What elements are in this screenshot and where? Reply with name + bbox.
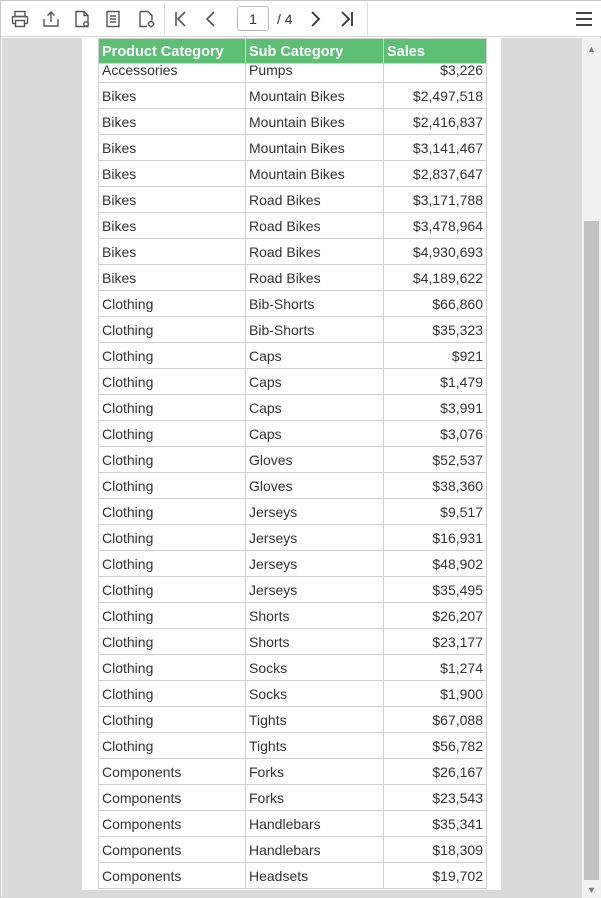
cell-sales: $16,931 <box>384 525 487 551</box>
cell-sub-category: Shorts <box>246 629 384 655</box>
sales-table <box>98 38 487 889</box>
cell-product-category: Clothing <box>99 733 246 759</box>
cell-product-category: Clothing <box>99 421 246 447</box>
cell-sales: $1,479 <box>384 369 487 395</box>
cell-sales: $18,309 <box>384 837 487 863</box>
table-row <box>99 64 487 83</box>
cell-sales: $19,702 <box>384 863 487 889</box>
cell-sub-category: Bib-Shorts <box>246 317 384 343</box>
cell-sales: $3,991 <box>384 395 487 421</box>
table-row <box>99 811 487 837</box>
table-row <box>99 343 487 369</box>
cell-product-category: Clothing <box>99 447 246 473</box>
cell-sub-category: Forks <box>246 785 384 811</box>
cell-product-category: Clothing <box>99 343 246 369</box>
cell-sales: $26,167 <box>384 759 487 785</box>
cell-sub-category: Socks <box>246 681 384 707</box>
table-row <box>99 863 487 889</box>
cell-sales: $23,177 <box>384 629 487 655</box>
cell-sales: $66,860 <box>384 291 487 317</box>
cell-sub-category: Tights <box>246 707 384 733</box>
table-row <box>99 785 487 811</box>
cell-sub-category: Caps <box>246 343 384 369</box>
cell-product-category: Accessories <box>99 64 246 83</box>
cell-sales: $35,341 <box>384 811 487 837</box>
cell-sub-category: Gloves <box>246 447 384 473</box>
cell-sales: $3,141,467 <box>384 135 487 161</box>
cell-sub-category: Road Bikes <box>246 239 384 265</box>
cell-sales: $52,537 <box>384 447 487 473</box>
cell-sub-category: Handlebars <box>246 837 384 863</box>
table-row <box>99 187 487 213</box>
cell-sales: $56,782 <box>384 733 487 759</box>
table-row <box>99 655 487 681</box>
last-page-icon[interactable] <box>335 7 359 31</box>
cell-product-category: Clothing <box>99 577 246 603</box>
cell-sub-category: Mountain Bikes <box>246 83 384 109</box>
table-row <box>99 317 487 343</box>
cell-product-category: Bikes <box>99 213 246 239</box>
cell-sub-category: Forks <box>246 759 384 785</box>
report-viewport[interactable] <box>2 38 582 898</box>
cell-sub-category: Caps <box>246 421 384 447</box>
column-header-sales: Sales <box>384 39 487 64</box>
cell-product-category: Clothing <box>99 473 246 499</box>
cell-sub-category: Mountain Bikes <box>246 109 384 135</box>
previous-page-icon[interactable] <box>199 7 223 31</box>
column-header-product-category: Product Category <box>99 39 246 64</box>
cell-sales: $3,226 <box>384 64 487 83</box>
cell-sub-category: Caps <box>246 395 384 421</box>
table-row <box>99 551 487 577</box>
cell-sales: $35,495 <box>384 577 487 603</box>
toolbar-separator <box>164 3 165 35</box>
cell-sales: $1,274 <box>384 655 487 681</box>
cell-product-category: Clothing <box>99 629 246 655</box>
table-row <box>99 213 487 239</box>
cell-sub-category: Shorts <box>246 603 384 629</box>
cell-product-category: Components <box>99 759 246 785</box>
table-row <box>99 759 487 785</box>
cell-sales: $4,930,693 <box>384 239 487 265</box>
table-row <box>99 291 487 317</box>
cell-product-category: Components <box>99 785 246 811</box>
cell-sales: $921 <box>384 343 487 369</box>
cell-sales: $2,497,518 <box>384 83 487 109</box>
cell-sub-category: Road Bikes <box>246 265 384 291</box>
table-row <box>99 733 487 759</box>
cell-product-category: Clothing <box>99 525 246 551</box>
cell-sub-category: Handlebars <box>246 811 384 837</box>
table-row <box>99 499 487 525</box>
cell-sales: $3,478,964 <box>384 213 487 239</box>
cell-sales: $3,076 <box>384 421 487 447</box>
table-row <box>99 239 487 265</box>
parameters-icon[interactable] <box>134 7 158 31</box>
cell-sub-category: Road Bikes <box>246 213 384 239</box>
cell-sub-category: Headsets <box>246 863 384 889</box>
print-icon[interactable] <box>8 7 32 31</box>
table-row <box>99 577 487 603</box>
toolbar-separator <box>367 3 368 35</box>
cell-sub-category: Pumps <box>246 64 384 83</box>
table-row <box>99 681 487 707</box>
cell-sales: $35,323 <box>384 317 487 343</box>
cell-sales: $67,088 <box>384 707 487 733</box>
cell-sales: $38,360 <box>384 473 487 499</box>
cell-sales: $2,416,837 <box>384 109 487 135</box>
cell-sales: $9,517 <box>384 499 487 525</box>
cell-sub-category: Jerseys <box>246 525 384 551</box>
cell-product-category: Clothing <box>99 603 246 629</box>
page-setup-icon[interactable] <box>70 7 94 31</box>
page-total-label: / 4 <box>277 11 293 27</box>
table-row <box>99 109 487 135</box>
cell-product-category: Clothing <box>99 707 246 733</box>
cell-product-category: Components <box>99 811 246 837</box>
cell-product-category: Clothing <box>99 369 246 395</box>
cell-sub-category: Mountain Bikes <box>246 135 384 161</box>
table-row <box>99 447 487 473</box>
cell-product-category: Bikes <box>99 83 246 109</box>
table-row <box>99 707 487 733</box>
cell-product-category: Clothing <box>99 291 246 317</box>
scrollbar-thumb[interactable] <box>584 221 599 880</box>
cell-sales: $2,837,647 <box>384 161 487 187</box>
cell-sales: $48,902 <box>384 551 487 577</box>
cell-sales: $4,189,622 <box>384 265 487 291</box>
cell-product-category: Bikes <box>99 187 246 213</box>
next-page-icon[interactable] <box>303 7 327 31</box>
cell-sub-category: Jerseys <box>246 551 384 577</box>
cell-sub-category: Road Bikes <box>246 187 384 213</box>
table-row <box>99 525 487 551</box>
export-icon[interactable] <box>39 7 63 31</box>
toolbar <box>1 1 601 37</box>
table-row <box>99 395 487 421</box>
table-row <box>99 369 487 395</box>
page-number-input[interactable] <box>237 6 269 31</box>
cell-product-category: Clothing <box>99 395 246 421</box>
first-page-icon[interactable] <box>169 7 193 31</box>
cell-product-category: Clothing <box>99 655 246 681</box>
cell-sub-category: Mountain Bikes <box>246 161 384 187</box>
vertical-scrollbar[interactable] <box>582 38 601 898</box>
column-header-sub-category: Sub Category <box>246 39 384 64</box>
report-page <box>82 38 501 890</box>
cell-product-category: Bikes <box>99 161 246 187</box>
cell-product-category: Clothing <box>99 499 246 525</box>
table-row <box>99 603 487 629</box>
cell-sub-category: Socks <box>246 655 384 681</box>
document-map-icon[interactable] <box>101 7 125 31</box>
table-row <box>99 83 487 109</box>
table-row <box>99 135 487 161</box>
cell-sub-category: Jerseys <box>246 577 384 603</box>
cell-product-category: Bikes <box>99 265 246 291</box>
cell-sales: $3,171,788 <box>384 187 487 213</box>
cell-product-category: Components <box>99 837 246 863</box>
cell-product-category: Bikes <box>99 239 246 265</box>
cell-product-category: Bikes <box>99 109 246 135</box>
cell-sub-category: Bib-Shorts <box>246 291 384 317</box>
cell-product-category: Clothing <box>99 551 246 577</box>
cell-sales: $1,900 <box>384 681 487 707</box>
cell-sub-category: Gloves <box>246 473 384 499</box>
table-row <box>99 629 487 655</box>
table-row <box>99 161 487 187</box>
scroll-up-icon[interactable]: ▲ <box>587 43 596 54</box>
menu-icon[interactable] <box>572 7 596 31</box>
cell-product-category: Components <box>99 863 246 889</box>
table-header-row <box>99 39 487 64</box>
table-row <box>99 837 487 863</box>
table-row <box>99 265 487 291</box>
cell-product-category: Bikes <box>99 135 246 161</box>
scroll-down-icon[interactable]: ▼ <box>587 884 596 895</box>
cell-sales: $23,543 <box>384 785 487 811</box>
cell-sub-category: Caps <box>246 369 384 395</box>
table-row <box>99 473 487 499</box>
cell-product-category: Clothing <box>99 681 246 707</box>
cell-product-category: Clothing <box>99 317 246 343</box>
cell-sub-category: Jerseys <box>246 499 384 525</box>
cell-sub-category: Tights <box>246 733 384 759</box>
table-row <box>99 421 487 447</box>
cell-sales: $26,207 <box>384 603 487 629</box>
table-body <box>99 64 487 889</box>
